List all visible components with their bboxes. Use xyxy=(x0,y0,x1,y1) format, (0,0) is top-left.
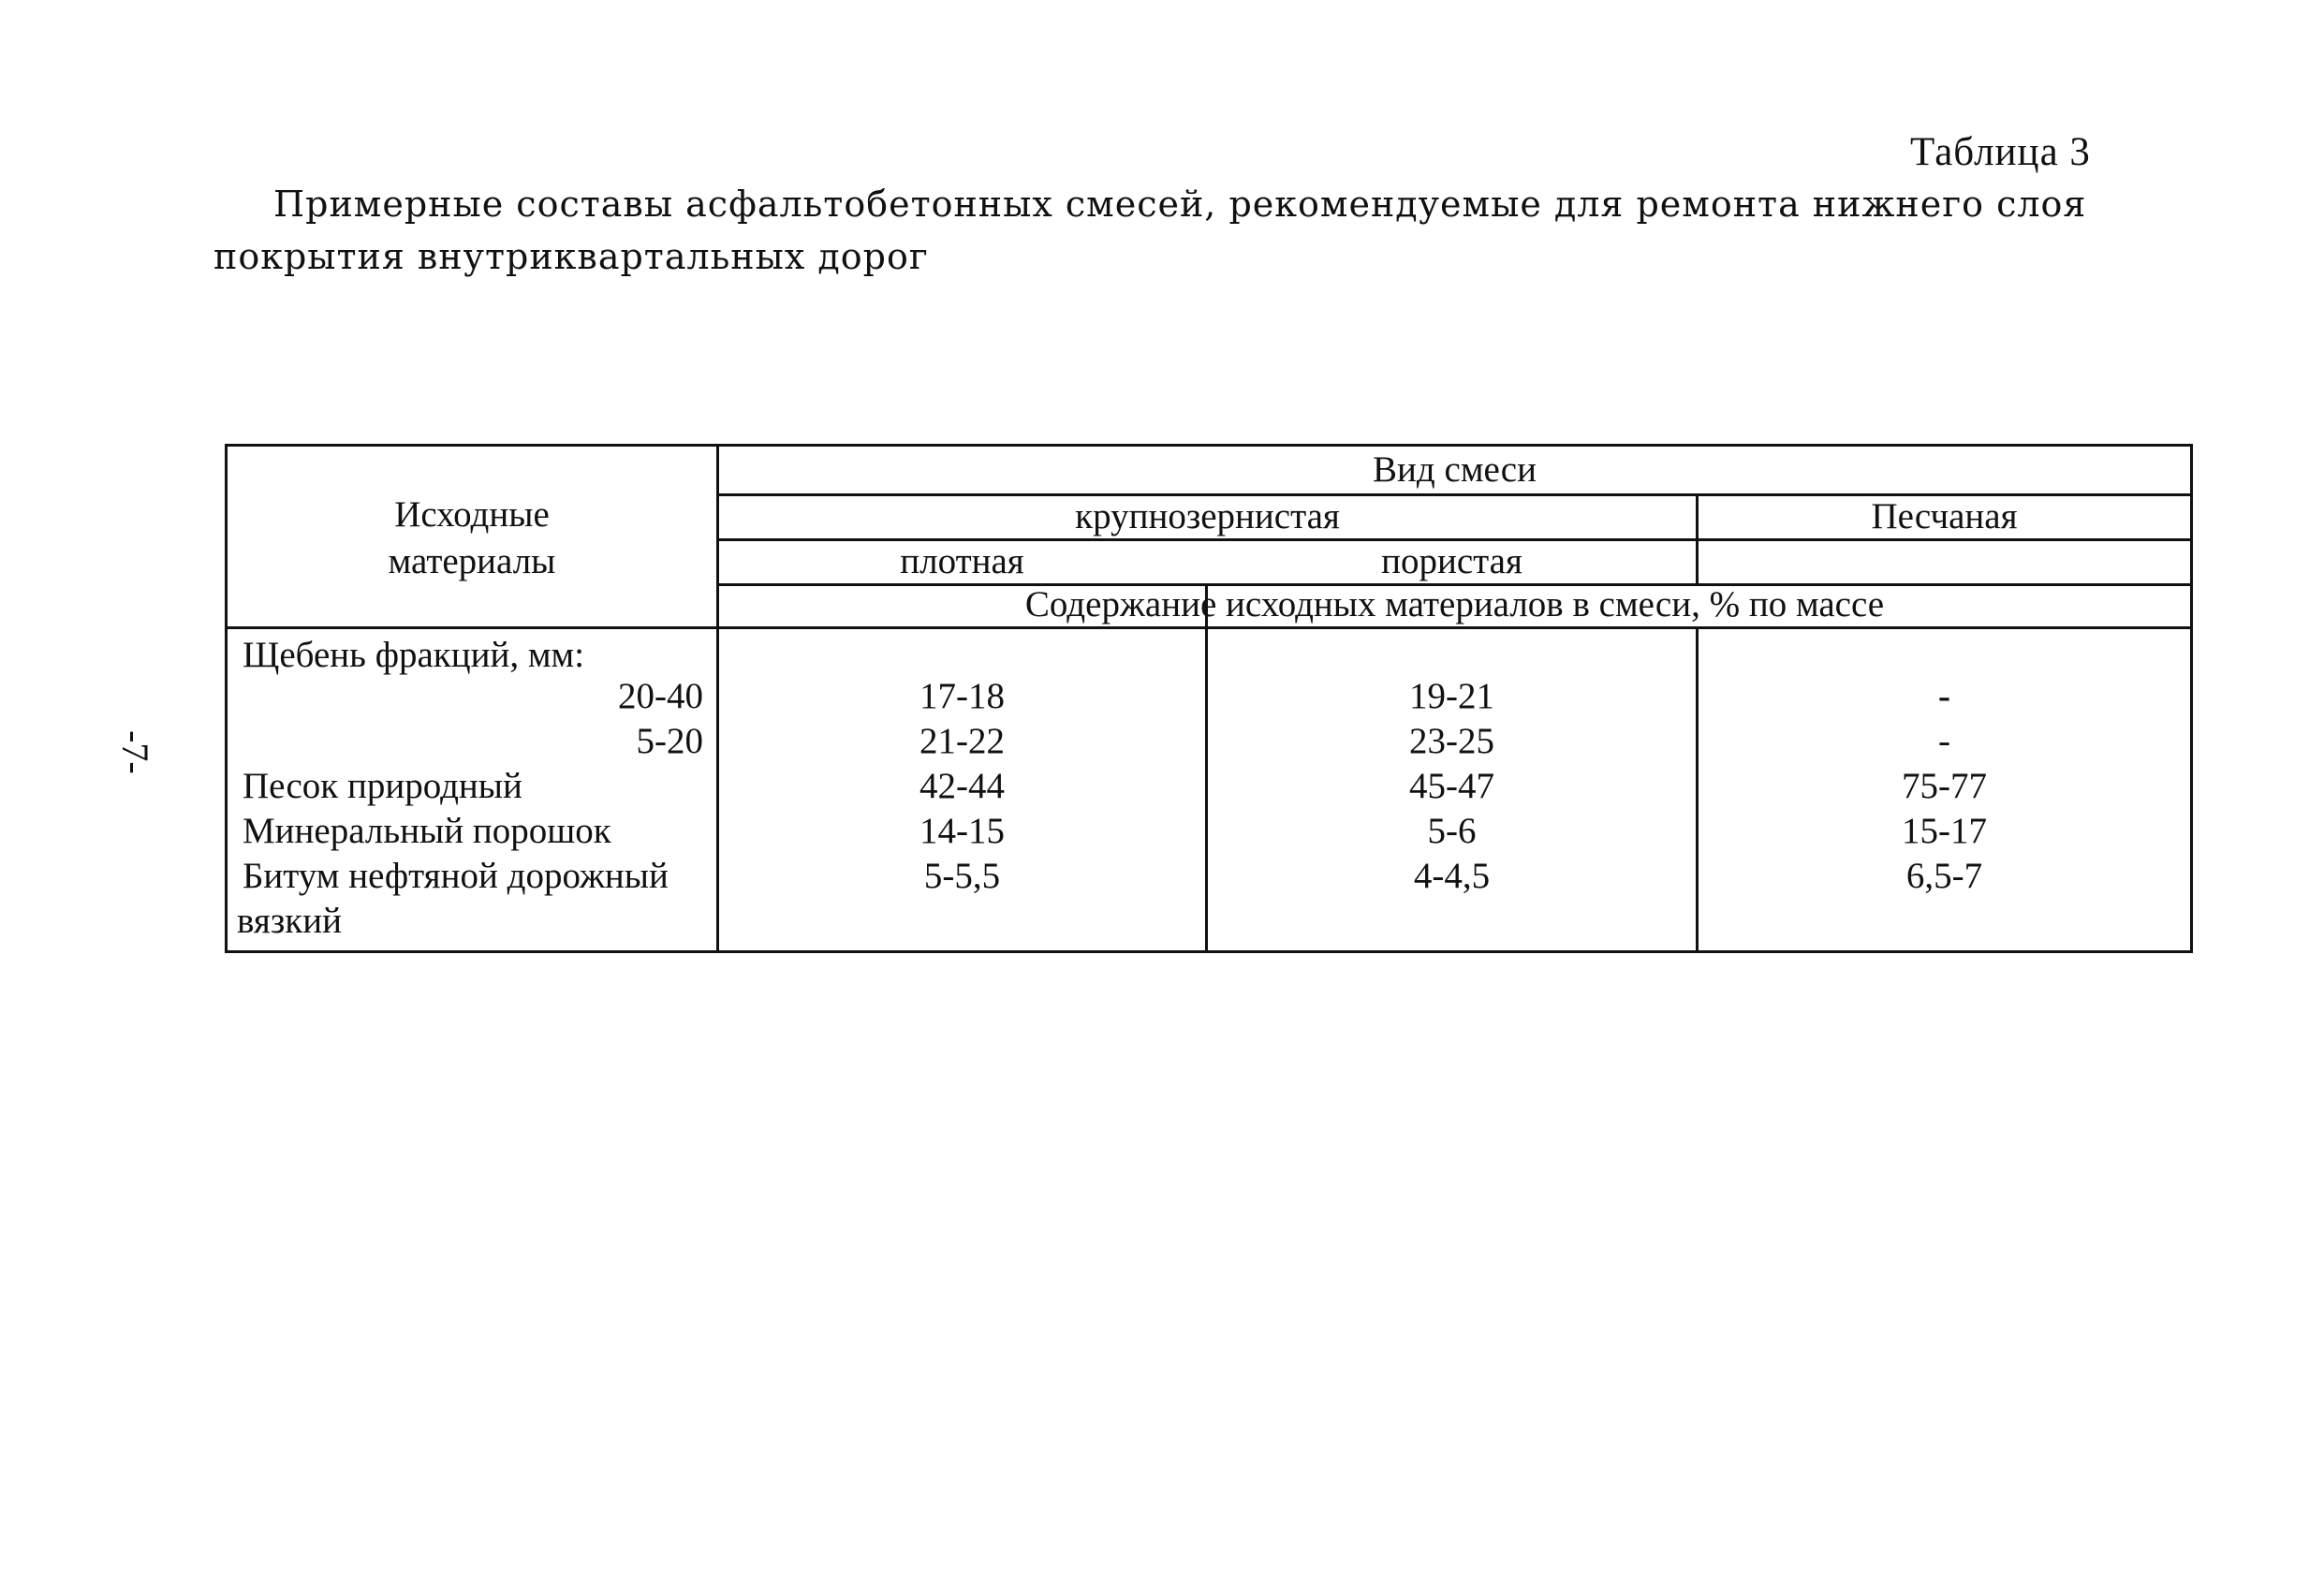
value-sand-5-20: - xyxy=(1938,721,1950,761)
header-content: Содержание исходных материалов в смеси, % по массе xyxy=(1024,584,1885,624)
value-porous-bitumen: 4-4,5 xyxy=(1413,856,1491,896)
value-porous-5-20: 23-25 xyxy=(1409,721,1494,761)
value-dense-powder: 14-15 xyxy=(919,811,1005,851)
caption-line-2: покрытия внутриквартальных дорог xyxy=(213,236,929,277)
material-mineral-powder: Минеральный порошок xyxy=(243,811,611,851)
value-sand-bitumen: 6,5-7 xyxy=(1905,856,1983,896)
value-dense-5-20: 21-22 xyxy=(919,721,1005,761)
value-sand-20-40: - xyxy=(1938,676,1950,716)
material-bitumen: Битум нефтяной дорожный xyxy=(243,856,669,896)
value-sand-sand: 75-77 xyxy=(1902,766,1987,806)
header-mix-type: Вид смеси xyxy=(1373,449,1537,490)
header-materials-line2: материалы xyxy=(388,541,556,581)
grid-line xyxy=(228,626,2190,629)
header-dense: плотная xyxy=(900,541,1024,581)
material-natural-sand: Песок природный xyxy=(243,766,522,806)
value-porous-sand: 45-47 xyxy=(1409,766,1494,806)
value-porous-20-40: 19-21 xyxy=(1409,676,1494,716)
value-dense-20-40: 17-18 xyxy=(919,676,1005,716)
mix-composition-table xyxy=(225,444,2193,953)
header-sand: Песчаная xyxy=(1871,496,2018,536)
table-label: Таблица 3 xyxy=(1910,130,2091,174)
value-dense-sand: 42-44 xyxy=(919,766,1005,806)
table-caption xyxy=(213,178,2087,283)
material-fraction-5-20: 5-20 xyxy=(636,721,703,761)
material-crushed-stone: Щебень фракций, мм: xyxy=(243,635,585,675)
material-bitumen-continued: вязкий xyxy=(237,901,342,941)
header-coarse: крупнозернистая xyxy=(1075,496,1340,536)
material-fraction-20-40: 20-40 xyxy=(618,676,703,716)
header-porous: пористая xyxy=(1381,541,1522,581)
header-materials-line1: Исходные xyxy=(394,494,550,535)
value-dense-bitumen: 5-5,5 xyxy=(923,856,1001,896)
page-number: -7- xyxy=(114,730,156,774)
value-porous-powder: 5-6 xyxy=(1427,811,1477,851)
caption-line-1: Примерные составы асфальтобетонных смесей, рекомендуемые для ремонта нижнего слоя xyxy=(273,184,2087,225)
value-sand-powder: 15-17 xyxy=(1902,811,1987,851)
